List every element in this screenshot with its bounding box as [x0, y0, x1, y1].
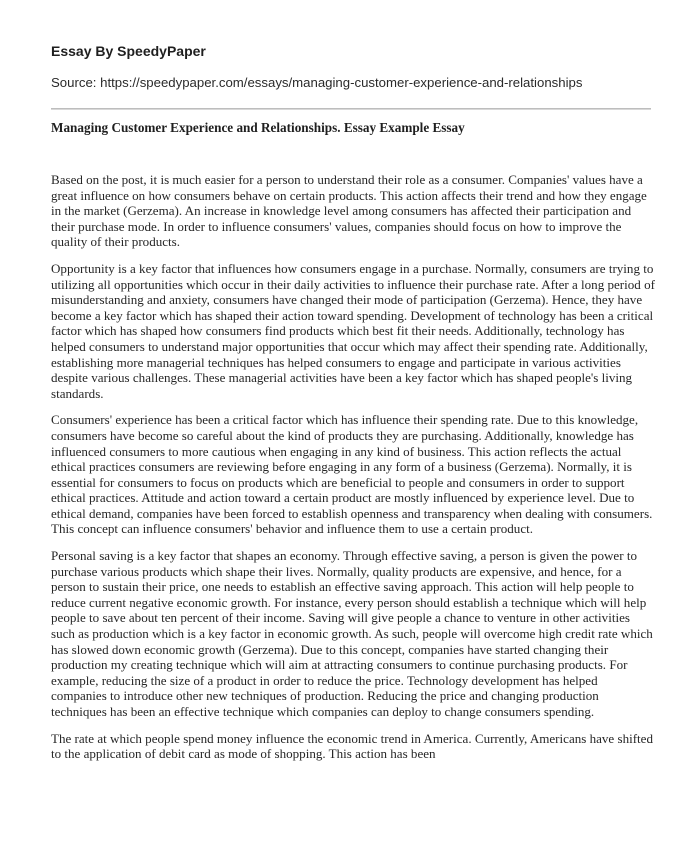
paragraph: Based on the post, it is much easier for a person to understand their role as a consumer. Companies' values have a great influence on how consumers behave on certain products. This action affects their trend and how they engage in the market (Gerzema). An increase in knowledge level among consumers has affected their participation and their purchase mode. In order to influence consumers' values, companies should focus on how to improve the quality of their products.	[51, 172, 647, 250]
essay-title: Managing Customer Experience and Relationships. Essay Example Essay	[51, 120, 465, 135]
header-divider	[51, 108, 651, 110]
paragraph: The rate at which people spend money influence the economic trend in America. Currently, Americans have shifted to the application of debit card as mode of shopping. This action has been	[51, 730, 653, 762]
paragraph: Personal saving is a key factor that shapes an economy. Through effective saving, a person is given the power to purchase various products which shape their lives. Normally, quality products are expensive, and hence, for a person to sustain their price, one needs to establish an effective saving approach. This action will help people to reduce current negative economic growth. For instance, every person should establish a technique which will help people to save about ten percent of their income. Saving will give people a chance to venture in other activities such as production which is a key factor in economic growth. As such, people will overcome high credit rate which has slowed down economic growth (Gerzema). Due to this concept, companies have started changing their production my creating technique which will aim at attracting consumers to continue purchasing products. For example, reducing the size of a product in order to reduce the price. Technology development has helped companies to introduce other new techniques of production. Reducing the price and changing production techniques has been an effective technique which companies can deploy to change consumers spending.	[51, 548, 653, 719]
paragraph: Opportunity is a key factor that influences how consumers engage in a purchase. Normally, consumers are trying to utilizing all opportunities which occur in their daily activities to influence their purchase rate. After a long period of misunderstanding and anxiety, consumers have changed their mode of participation (Gerzema). Hence, they have become a key factor which has shaped their action toward spending. Development of technology has been a critical factor which has shaped how consumers find products which best fit their needs. Additionally, technology has helped consumers to understand major opportunities that occur which may affect their spending rate. Additionally, establishing more managerial techniques has helped consumers to engage and participate in various activities despite various challenges. These managerial activities have been a key factor which has shaped people's living standards.	[51, 260, 655, 401]
document-header	[51, 43, 651, 91]
essay-body	[51, 172, 655, 773]
source-line: Source: https://speedypaper.com/essays/managing-customer-experience-and-relationships	[51, 75, 583, 90]
paragraph: Consumers' experience has been a critical factor which has influence their spending rate. Due to this knowledge, consumers have become so careful about the kind of products they are purchasing. Additionally, knowledge has influenced consumers to more cautious when engaging in any kind of business. This action reflects the actual ethical practices consumers are reviewing before engaging in any form of a business (Gerzema). Normally, it is essential for consumers to focus on products which are beneficial to people and consumers in order to support ethical practices. Attitude and action toward a certain product are mostly influenced by experience level. Due to ethical demand, companies have been forced to establish openness and transparency when dealing with consumers. This concept can influence consumers' behavior and influence them to use a certain product.	[51, 412, 653, 537]
site-title: Essay By SpeedyPaper	[51, 43, 206, 59]
